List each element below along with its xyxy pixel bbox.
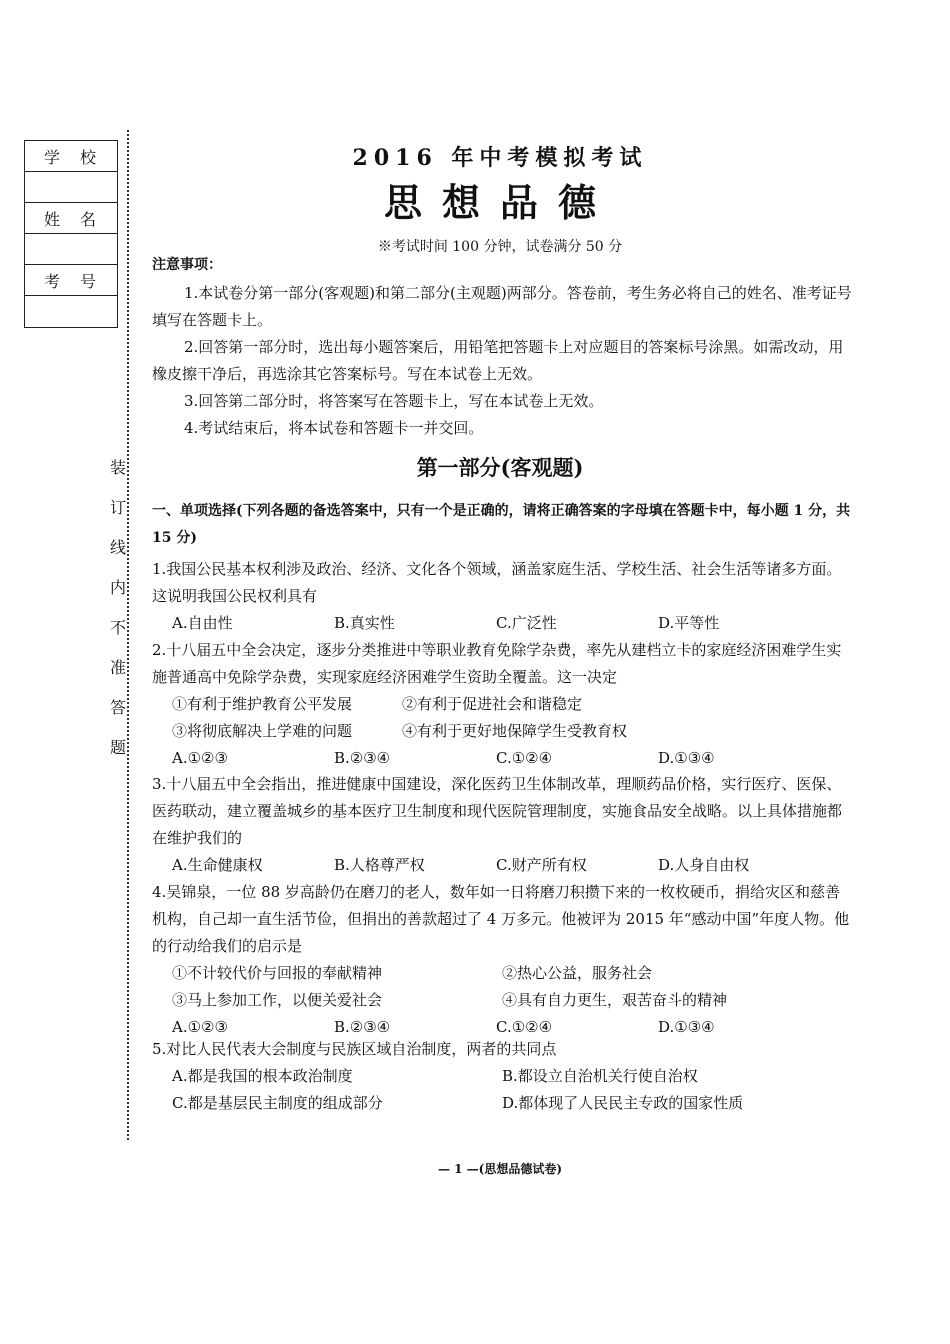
question-1 (152, 556, 852, 637)
option-c[interactable]: C.财产所有权 (496, 856, 587, 874)
option-d[interactable]: D.平等性 (658, 614, 720, 632)
question-stem: 3.十八届五中全会指出，推进健康中国建设，深化医药卫生体制改革，理顺药品价格，实行医疗、医保、医药联动，建立覆盖城乡的基本医疗卫生制度和现代医院管理制度，实施食品安全战略。以上具体措施都在维护我们的 (152, 775, 843, 847)
notes-list (152, 280, 852, 442)
exam-year-title: 2016 年中考模拟考试 (352, 145, 648, 171)
option-c[interactable]: C.广泛性 (496, 614, 557, 632)
question-stem: 5.对比人民代表大会制度与民族区域自治制度，两者的共同点 (152, 1040, 557, 1058)
exam-time-note: ※考试时间 100 分钟，试卷满分 50 分 (377, 239, 623, 255)
exam-number-field[interactable] (25, 296, 117, 327)
school-label: 学校 (25, 141, 117, 172)
notes-heading: 注意事项： (152, 257, 222, 273)
answer-options (152, 852, 852, 879)
option-d[interactable]: D.人身自由权 (658, 856, 750, 874)
statement: ②热心公益，服务社会 (502, 964, 653, 982)
question-stem: 1.我国公民基本权利涉及政治、经济、文化各个领域，涵盖家庭生活、学校生活、社会生活等诸多方面。这说明我国公民权利具有 (152, 560, 842, 605)
option-a[interactable]: A.自由性 (172, 614, 233, 632)
question-stem: 2.十八届五中全会决定，逐步分类推进中等职业教育免除学杂费，率先从建档立卡的家庭经济困难学生实施普通高中免除学杂费，实现家庭经济困难学生资助全覆盖。这一决定 (152, 641, 842, 686)
exam-number-label: 考号 (25, 265, 117, 296)
answer-options (152, 745, 852, 772)
statement: ①不计较代价与回报的奉献精神 (172, 964, 383, 982)
note-item: 4.考试结束后，将本试卷和答题卡一并交回。 (184, 419, 484, 437)
option-b[interactable]: B.人格尊严权 (334, 856, 425, 874)
question-3 (152, 771, 852, 879)
option-c[interactable]: C.①②④ (496, 1018, 553, 1036)
statement: ③将彻底解决上学难的问题 (172, 722, 353, 740)
binding-notice: 装 订 线 内 不 准 答 题 (109, 458, 126, 757)
note-item: 1.本试卷分第一部分(客观题)和第二部分(主观题)两部分。答卷前，考生务必将自己的姓名、准考证号填写在答题卡上。 (152, 284, 852, 329)
option-b[interactable]: B.真实性 (334, 614, 395, 632)
statement: ①有利于维护教育公平发展 (172, 695, 353, 713)
statement-list (152, 691, 852, 745)
option-d[interactable]: D.①③④ (658, 1018, 715, 1036)
option-d[interactable]: D.都体现了人民民主专政的国家性质 (502, 1094, 744, 1112)
school-field[interactable] (25, 172, 117, 203)
name-field[interactable] (25, 234, 117, 265)
statement: ④具有自力更生，艰苦奋斗的精神 (502, 991, 728, 1009)
student-info-table (24, 140, 118, 328)
option-b[interactable]: B.都设立自治机关行使自治权 (502, 1067, 698, 1085)
option-a[interactable]: A.都是我国的根本政治制度 (172, 1067, 353, 1085)
question-2 (152, 637, 852, 772)
answer-options (152, 1063, 852, 1117)
option-a[interactable]: A.①②③ (172, 749, 228, 767)
statement: ②有利于促进社会和谐稳定 (402, 695, 583, 713)
statement: ④有利于更好地保障学生受教育权 (402, 722, 628, 740)
statement-list (152, 960, 852, 1014)
question-5 (152, 1036, 852, 1117)
answer-options (152, 610, 852, 637)
option-c[interactable]: C.①②④ (496, 749, 553, 767)
option-c[interactable]: C.都是基层民主制度的组成部分 (172, 1094, 383, 1112)
note-item: 3.回答第二部分时，将答案写在答题卡上，写在本试卷上无效。 (184, 392, 604, 410)
option-b[interactable]: B.②③④ (334, 1018, 391, 1036)
option-b[interactable]: B.②③④ (334, 749, 391, 767)
section-heading: 一、单项选择(下列各题的备选答案中，只有一个是正确的，请将正确答案的字母填在答题卡中，每小题 1 分，共 15 分) (152, 503, 851, 546)
name-label: 姓名 (25, 203, 117, 234)
option-a[interactable]: A.生命健康权 (172, 856, 263, 874)
option-a[interactable]: A.①②③ (172, 1018, 228, 1036)
statement: ③马上参加工作，以便关爱社会 (172, 991, 383, 1009)
part-one-title: 第一部分(客观题) (416, 455, 584, 480)
exam-subject-title: 思想品德 (383, 180, 616, 225)
page-footer: — 1 —(思想品德试卷) (437, 1162, 563, 1176)
option-d[interactable]: D.①③④ (658, 749, 715, 767)
note-item: 2.回答第一部分时，选出每小题答案后，用铅笔把答题卡上对应题目的答案标号涂黑。如需改动，用橡皮擦干净后，再选涂其它答案标号。写在本试卷上无效。 (152, 338, 844, 383)
question-4 (152, 879, 852, 1041)
question-stem: 4.吴锦泉，一位 88 岁高龄仍在磨刀的老人，数年如一日将磨刀积攒下来的一枚枚硬币，捐给灾区和慈善机构，自己却一直生活节俭，但捐出的善款超过了 4 万多元。他被评为 2015 年“感动中国”年度人物。他的行动给我们的启示是 (152, 883, 850, 955)
